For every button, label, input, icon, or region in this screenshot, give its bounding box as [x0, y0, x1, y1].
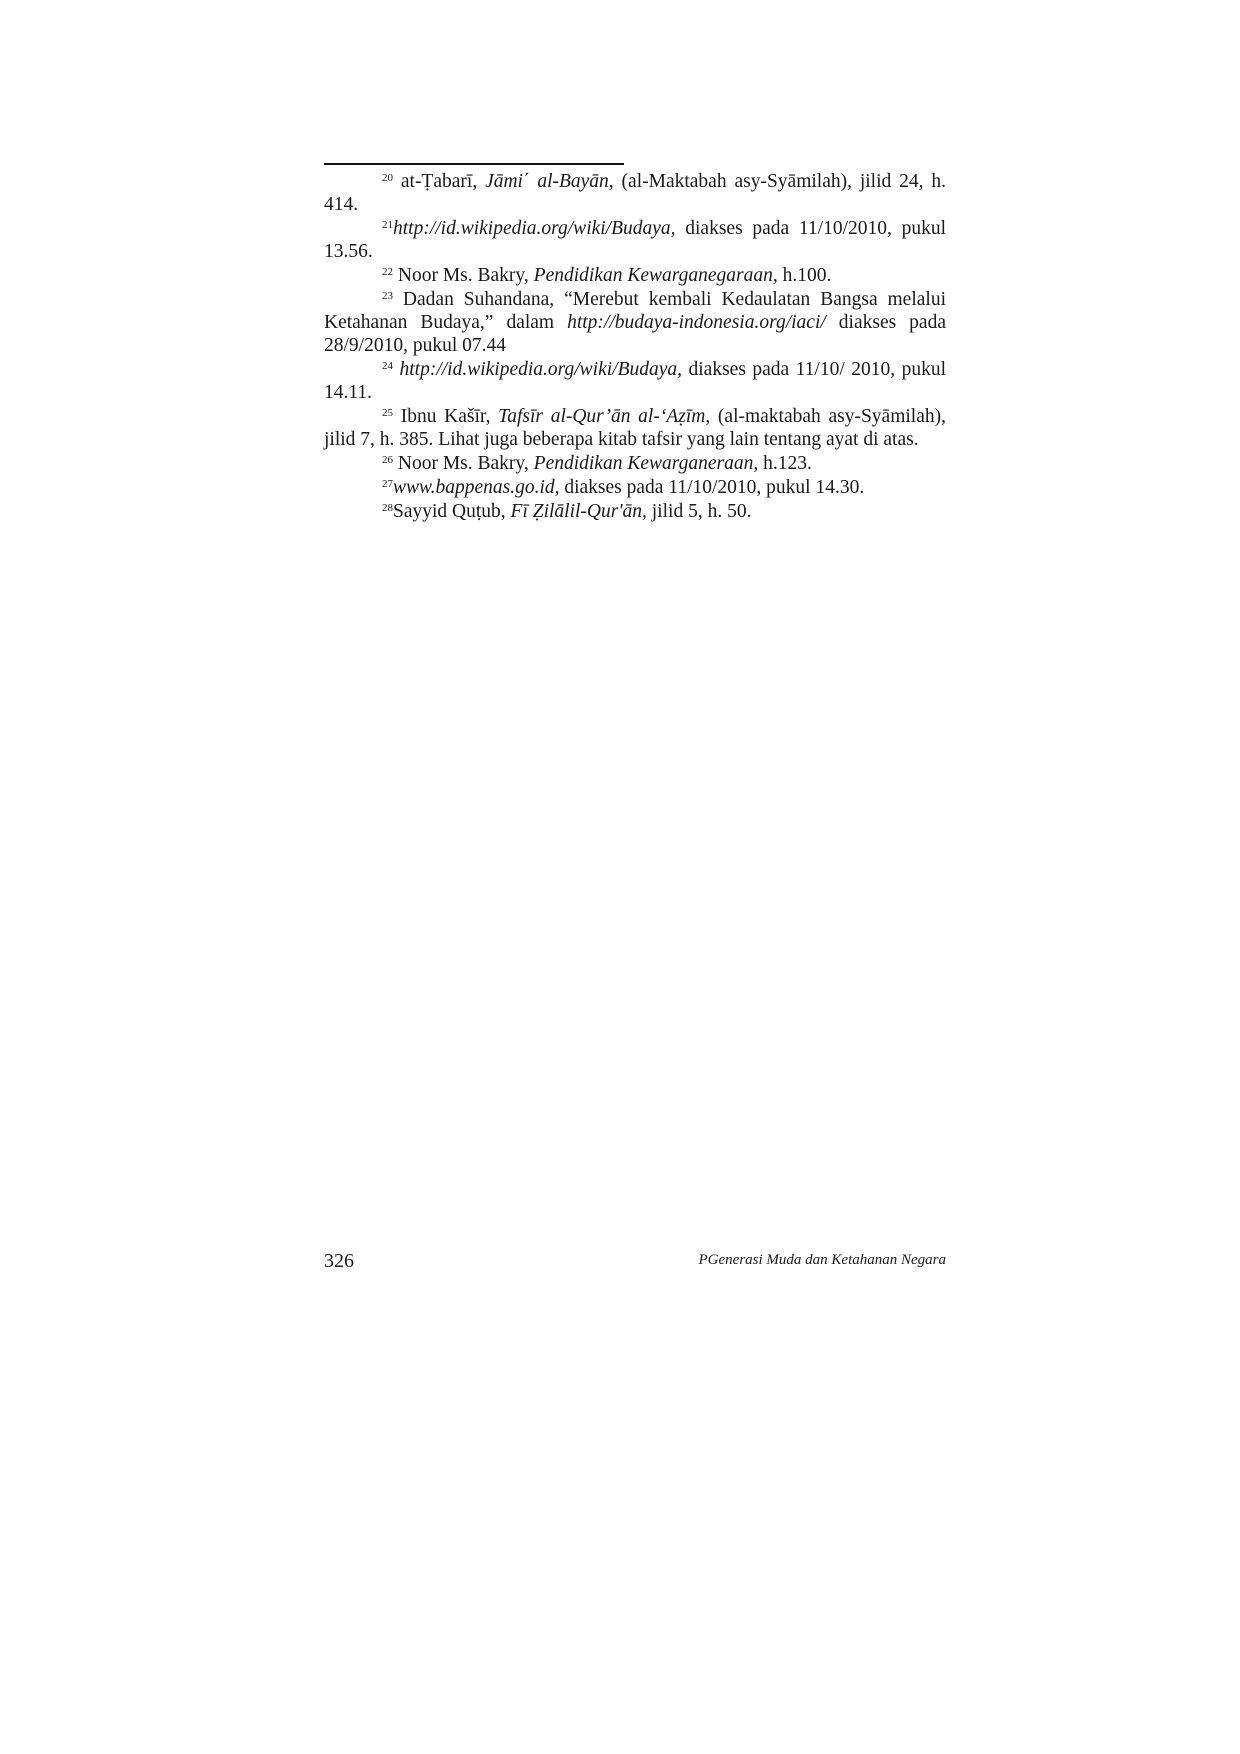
footnote-25: $^{25}$ Ibnu Kašīr, Tafsīr al-Qur’ān al-‘Aẓīm, (al-maktabah asy-Syāmilah), jilid 7, h. 385. Lihat juga beberapa kitab tafsir yang lain tentang ayat di atas. [324, 406, 946, 450]
footnote-21: $^{21}$http://id.wikipedia.org/wiki/Budaya, diakses pada 11/10/2010, pukul 13.56. [324, 218, 946, 262]
footnote-22: $^{22}$ Noor Ms. Bakry, Pendidikan Kewarganegaraan, h.100. [382, 265, 832, 286]
footnote-separator [324, 163, 624, 165]
footnote-28: $^{28}$Sayyid Quṭub, Fī Ẓilālil-Qur'ān, jilid 5, h. 50. [382, 501, 752, 522]
footnote-27: $^{27}$www.bappenas.go.id, diakses pada 11/10/2010, pukul 14.30. [382, 477, 865, 498]
footnote-23: $^{23}$ Dadan Suhandana, “Merebut kembali Kedaulatan Bangsa melalui Ketahanan Budaya,” dalam http://budaya-indonesia.org/iaci/ diakses pada 28/9/2010, pukul 07.44 [324, 289, 946, 356]
footnote-20: $^{20}$ at-Ṭabarī, Jāmi΄ al-Bayān, (al-Maktabah asy-Syāmilah), jilid 24, h. 414. [324, 171, 946, 215]
footnote-26: $^{26}$ Noor Ms. Bakry, Pendidikan Kewarganeraan, h.123. [382, 453, 812, 474]
page-number: 326 [324, 1250, 354, 1272]
footnote-24: $^{24}$ http://id.wikipedia.org/wiki/Budaya, diakses pada 11/10/ 2010, pukul 14.11. [324, 359, 947, 403]
footnotes-section [324, 170, 946, 524]
running-head: PGenerasi Muda dan Ketahanan Negara [698, 1252, 946, 1268]
